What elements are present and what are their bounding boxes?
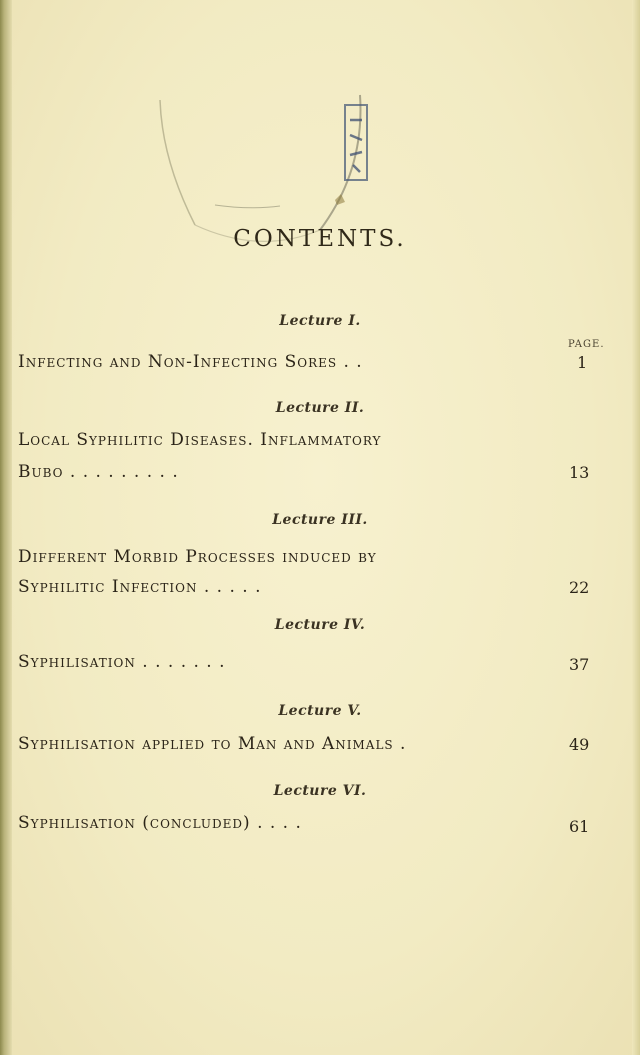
- contents-heading: CONTENTS.: [233, 226, 407, 252]
- lecture-2-title-line-2: Bubo . . . . . . . . .: [18, 462, 179, 482]
- lecture-3-page: 22: [569, 578, 590, 597]
- lecture-heading-5: Lecture V.: [278, 703, 362, 719]
- lecture-heading-6: Lecture VI.: [273, 783, 367, 799]
- lecture-1-page: 1: [577, 353, 588, 372]
- page-column-label: PAGE.: [568, 339, 605, 350]
- lecture-5-title: Syphilisation applied to Man and Animals .: [18, 734, 407, 754]
- lecture-1-title: Infecting and Non-Infecting Sores . .: [18, 352, 363, 372]
- lecture-heading-4: Lecture IV.: [274, 617, 366, 633]
- lecture-4-title: Syphilisation . . . . . . .: [18, 652, 226, 672]
- lecture-heading-2: Lecture II.: [275, 400, 365, 416]
- lecture-3-title-line-2: Syphilitic Infection . . . . .: [18, 577, 262, 597]
- lecture-6-title: Syphilisation (concluded) . . . .: [18, 813, 302, 833]
- lecture-5-page: 49: [569, 735, 590, 754]
- lecture-6-page: 61: [569, 817, 590, 836]
- lecture-heading-3: Lecture III.: [272, 512, 368, 528]
- lecture-2-title-line-1: Local Syphilitic Diseases. Inflammatory: [18, 430, 382, 450]
- lecture-heading-1: Lecture I.: [279, 313, 361, 329]
- lecture-3-title-line-1: Different Morbid Processes induced by: [18, 547, 377, 567]
- lecture-4-page: 37: [569, 655, 590, 674]
- lecture-2-page: 13: [569, 463, 590, 482]
